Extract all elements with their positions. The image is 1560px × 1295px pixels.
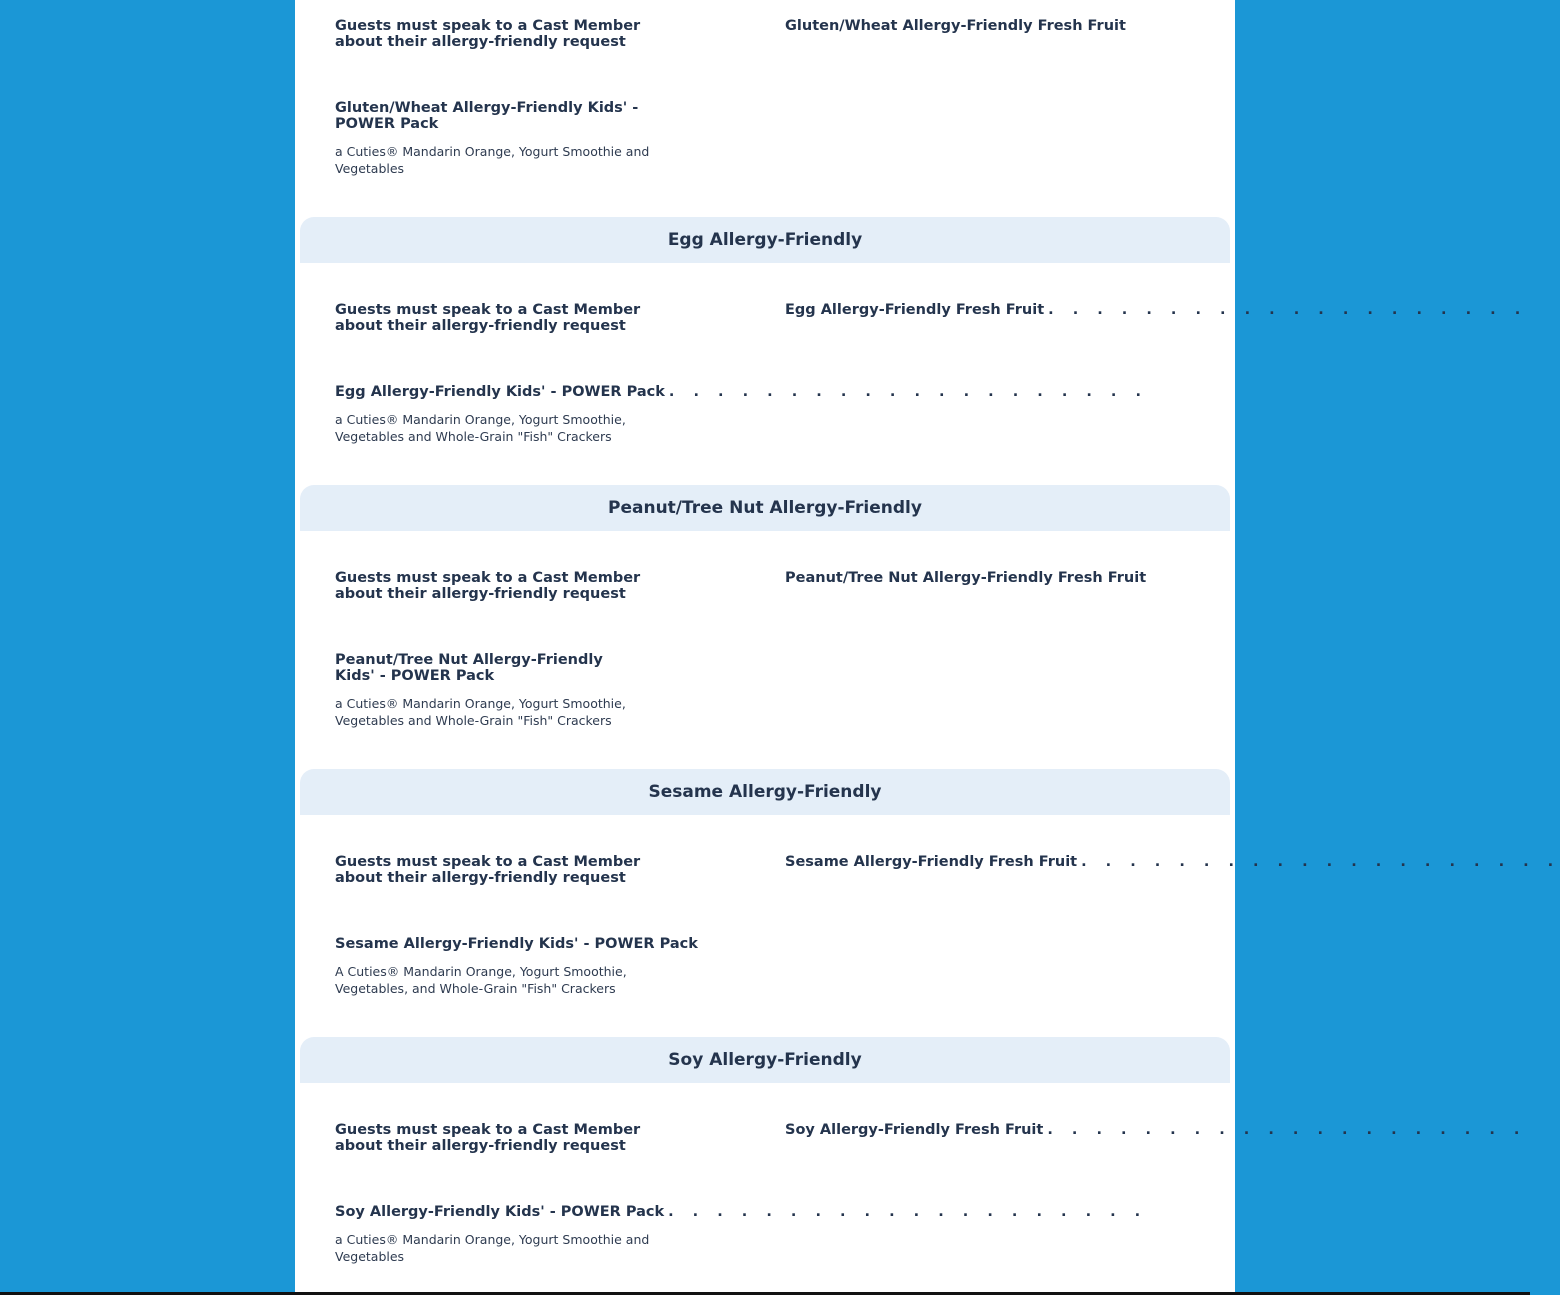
menu-item-description: a Cuties® Mandarin Orange, Yogurt Smoothie, Vegetables and Whole-Grain "Fish" Crackers (335, 412, 626, 444)
menu-note (335, 18, 685, 50)
menu-note (335, 854, 685, 886)
menu-item-title: Egg Allergy-Friendly Fresh Fruit (785, 302, 1045, 318)
menu-item-title: Gluten/Wheat Allergy-Friendly Fresh Fruit (785, 18, 1126, 34)
menu-item-title: Soy Allergy-Friendly Kids' - POWER Pack (335, 1204, 665, 1220)
dot-leader: . . . . . . . . . . . . . . . . . . . . (668, 384, 1149, 400)
menu-item-title: Gluten/Wheat Allergy-Friendly Kids' - POWER Pack (335, 100, 639, 132)
menu-item-gluten-fruit[interactable] (785, 18, 1130, 34)
menu-item-description: a Cuties® Mandarin Orange, Yogurt Smoothie and Vegetables (335, 144, 650, 176)
menu-item-title: Sesame Allergy-Friendly Kids' - POWER Pack (335, 936, 698, 952)
menu-note (335, 1122, 685, 1154)
dot-leader: . . . . . . . . . . . . . . . . . . . . (1081, 854, 1560, 870)
menu-item-egg-fruit[interactable] (785, 302, 1528, 318)
menu-item-title: Peanut/Tree Nut Allergy-Friendly Fresh Fruit (785, 570, 1147, 586)
cast-member-note: Guests must speak to a Cast Member about their allergy-friendly request (335, 1122, 641, 1154)
cast-member-note: Guests must speak to a Cast Member about their allergy-friendly request (335, 570, 641, 602)
menu-item-sesame-fruit[interactable] (785, 854, 1560, 870)
menu-item-description: a Cuties® Mandarin Orange, Yogurt Smoothie, Vegetables and Whole-Grain "Fish" Crackers (335, 696, 626, 728)
menu-item-title: Soy Allergy-Friendly Fresh Fruit (785, 1122, 1044, 1138)
menu-item-description: A Cuties® Mandarin Orange, Yogurt Smoothie, Vegetables, and Whole-Grain "Fish" Crackers (335, 964, 627, 996)
menu-item-sesame-pack[interactable] (335, 936, 698, 997)
section-header-soy: Soy Allergy-Friendly (300, 1037, 1230, 1083)
menu-item-soy-fruit[interactable] (785, 1122, 1527, 1138)
menu-item-description: a Cuties® Mandarin Orange, Yogurt Smoothie and Vegetables (335, 1232, 650, 1264)
menu-item-soy-pack[interactable] (335, 1204, 1148, 1265)
menu-item-title: Egg Allergy-Friendly Kids' - POWER Pack (335, 384, 665, 400)
menu-item-peanut-fruit[interactable] (785, 570, 1147, 586)
menu-note (335, 302, 685, 334)
menu-item-title: Sesame Allergy-Friendly Fresh Fruit (785, 854, 1078, 870)
menu-panel (295, 0, 1560, 1292)
menu-item-gluten-pack[interactable] (335, 100, 685, 177)
menu-item-title: Peanut/Tree Nut Allergy-Friendly Kids' - POWER Pack (335, 652, 603, 684)
cast-member-note: Guests must speak to a Cast Member about their allergy-friendly request (335, 18, 641, 50)
dot-leader: . . . . . . . . . . . . . . . . . . . . (1048, 302, 1528, 318)
menu-item-egg-pack[interactable] (335, 384, 1149, 445)
section-header-peanut: Peanut/Tree Nut Allergy-Friendly (300, 485, 1230, 531)
dot-leader: . . . . . . . . . . . . . . . . . . . . (1047, 1122, 1527, 1138)
menu-note (335, 570, 685, 602)
menu-item-peanut-pack[interactable] (335, 652, 685, 729)
dot-leader: . . . . . . . . . . . . . . . . . . . . (668, 1204, 1148, 1220)
cast-member-note: Guests must speak to a Cast Member about their allergy-friendly request (335, 302, 641, 334)
section-header-sesame: Sesame Allergy-Friendly (300, 769, 1230, 815)
section-header-egg: Egg Allergy-Friendly (300, 217, 1230, 263)
cast-member-note: Guests must speak to a Cast Member about their allergy-friendly request (335, 854, 641, 886)
